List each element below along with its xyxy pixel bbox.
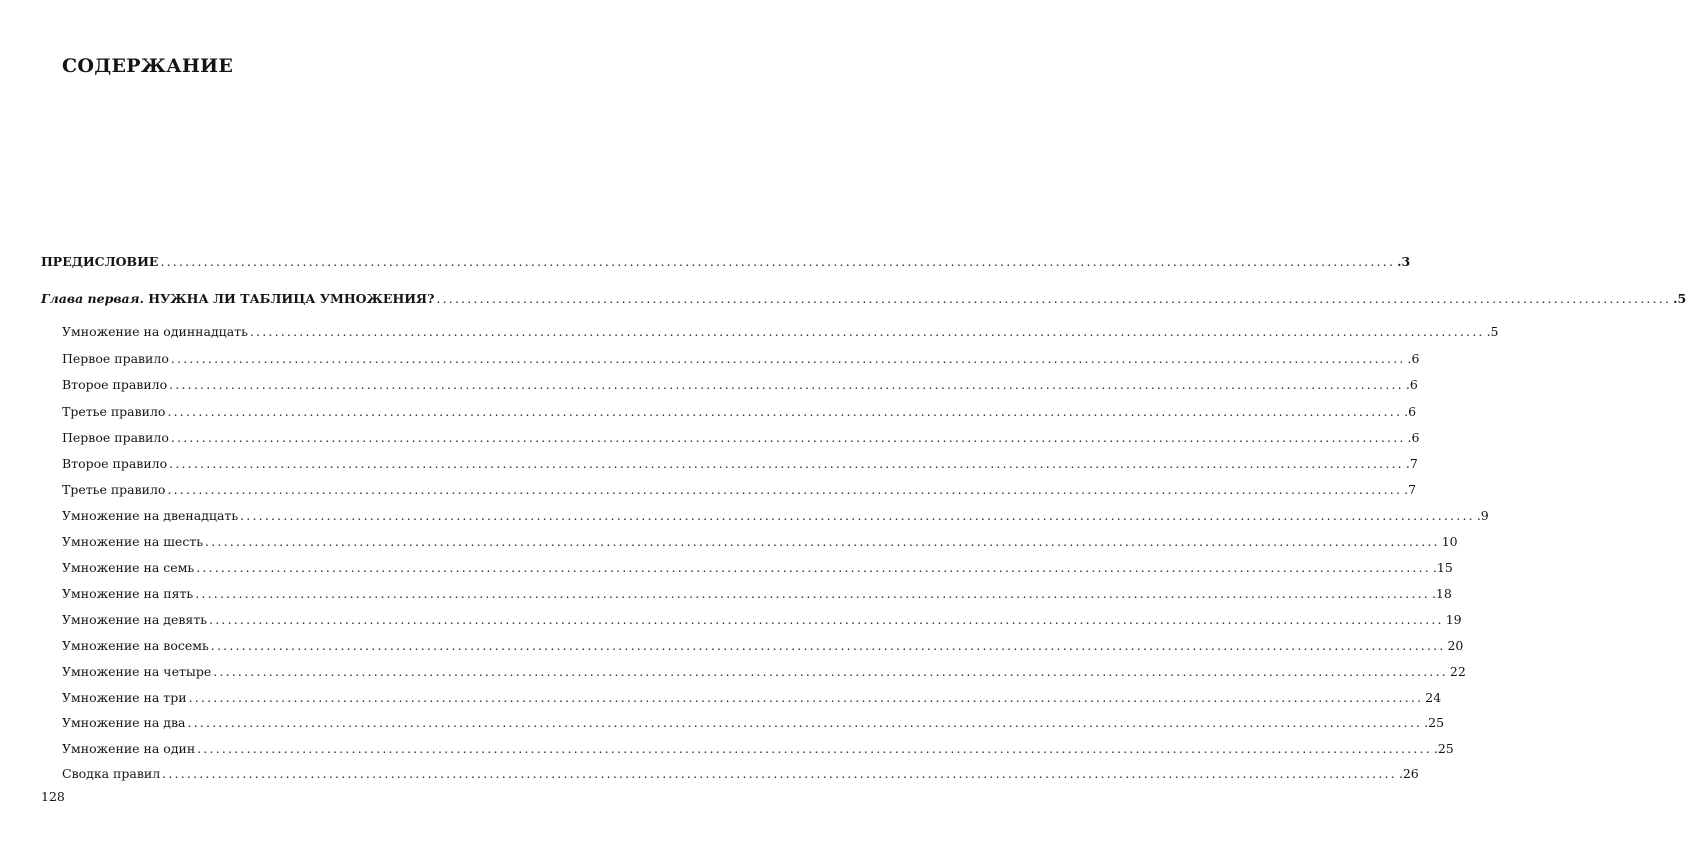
toc-entry[interactable] [62, 765, 1419, 783]
toc-entry-page: .3 [1397, 254, 1411, 269]
toc-entry[interactable] [62, 323, 1499, 341]
toc-entry-title: Умножение на два [62, 715, 186, 730]
toc-entry[interactable] [62, 507, 1489, 525]
toc-leader-dots: ........................................................................................................................................................................................................ [170, 351, 1406, 366]
toc-chapter-label: Глава первая [41, 291, 140, 306]
page-title: СОДЕРЖАНИЕ [62, 55, 234, 77]
toc-leader-dots: ........................................................................................................................................................................................................ [209, 612, 1444, 627]
toc-leader-dots: ........................................................................................................................................................................................................ [240, 508, 1475, 523]
toc-entry-title: Первое правило [62, 351, 169, 366]
toc-leader-dots: ........................................................................................................................................................................................................ [188, 690, 1424, 705]
toc-entry[interactable] [62, 429, 1420, 447]
toc-entry-title: Умножение на шесть [62, 534, 204, 549]
toc-entry-page: 22 [1449, 664, 1466, 679]
toc-entry[interactable] [62, 585, 1452, 603]
toc-entry[interactable] [62, 376, 1418, 394]
toc-leader-dots: ........................................................................................................................................................................................................ [249, 324, 1485, 339]
toc-leader-dots: ........................................................................................................................................................................................................ [170, 430, 1406, 445]
toc-entry-page: 24 [1425, 690, 1442, 705]
toc-entry-page: .7 [1404, 482, 1417, 497]
toc-entry[interactable] [62, 559, 1453, 577]
toc-entry-title: Умножение на пять [62, 586, 194, 601]
toc-entry[interactable] [62, 533, 1458, 551]
toc-entry[interactable] [62, 740, 1454, 758]
toc-leader-dots: ........................................................................................................................................................................................................ [160, 254, 1396, 269]
toc-entry-page: .15 [1432, 560, 1453, 575]
page-number: 128 [41, 789, 65, 804]
toc-entry[interactable] [62, 481, 1417, 499]
toc-leader-dots: ........................................................................................................................................................................................................ [169, 456, 1404, 471]
toc-leader-dots: ........................................................................................................................................................................................................ [197, 741, 1432, 756]
toc-entry-page: 20 [1447, 638, 1464, 653]
toc-entry-title [41, 290, 434, 308]
toc-entry-page: .25 [1424, 715, 1445, 730]
toc-entry-page: .26 [1398, 766, 1419, 781]
toc-entry[interactable] [62, 714, 1445, 732]
toc-entry-title: Умножение на одиннадцать [62, 324, 248, 339]
toc-leader-dots: ........................................................................................................................................................................................................ [436, 291, 1672, 306]
toc-leader-dots: ........................................................................................................................................................................................................ [196, 560, 1431, 575]
toc-leader-dots: ........................................................................................................................................................................................................ [169, 377, 1404, 392]
toc-entry[interactable] [62, 350, 1420, 368]
toc-entry-title: Третье правило [62, 404, 166, 419]
toc-entry-title: Умножение на девять [62, 612, 208, 627]
toc-entry-title: Умножение на двенадцать [62, 508, 239, 523]
toc-entry-title: Умножение на один [62, 741, 196, 756]
toc-entry[interactable] [62, 663, 1466, 681]
toc-entry[interactable] [62, 637, 1464, 655]
toc-entry-page: 10 [1441, 534, 1458, 549]
toc-entry-page: .7 [1405, 456, 1418, 471]
toc-entry-title: Второе правило [62, 377, 168, 392]
toc-entry-title: Умножение на четыре [62, 664, 212, 679]
toc-entry-title: Умножение на три [62, 690, 187, 705]
toc-entry[interactable] [41, 253, 1411, 271]
toc-entry-page: .9 [1476, 508, 1489, 523]
toc-entry-page: .6 [1407, 351, 1420, 366]
toc-leader-dots: ........................................................................................................................................................................................................ [210, 638, 1446, 653]
toc-entry-title: Первое правило [62, 430, 169, 445]
toc-entry-title: ПРЕДИСЛОВИЕ [41, 254, 159, 269]
toc-entry-page: .5 [1486, 324, 1499, 339]
toc-entry-page: .18 [1431, 586, 1452, 601]
toc-entry-title: Сводка правил [62, 766, 161, 781]
toc-entry[interactable] [62, 455, 1418, 473]
toc-entry-title: Третье правило [62, 482, 166, 497]
toc-entry-page: .6 [1407, 430, 1420, 445]
toc-entry-page: .25 [1433, 741, 1454, 756]
toc-leader-dots: ........................................................................................................................................................................................................ [167, 482, 1403, 497]
toc-entry[interactable] [62, 689, 1442, 707]
toc-chapter-title: . НУЖНА ЛИ ТАБЛИЦА УМНОЖЕНИЯ? [139, 291, 435, 306]
toc-leader-dots: ........................................................................................................................................................................................................ [195, 586, 1430, 601]
toc-leader-dots: ........................................................................................................................................................................................................ [205, 534, 1440, 549]
toc-entry[interactable] [62, 403, 1417, 421]
toc-entry-page: 19 [1445, 612, 1462, 627]
toc-leader-dots: ........................................................................................................................................................................................................ [213, 664, 1448, 679]
toc-entry[interactable] [62, 611, 1462, 629]
toc-entry-page: .6 [1404, 404, 1417, 419]
toc-leader-dots: ........................................................................................................................................................................................................ [162, 766, 1397, 781]
toc-leader-dots: ........................................................................................................................................................................................................ [187, 715, 1423, 730]
toc-entry[interactable] [41, 290, 1686, 308]
toc-entry-title: Умножение на семь [62, 560, 195, 575]
toc-entry-page: .5 [1673, 291, 1686, 306]
toc-leader-dots: ........................................................................................................................................................................................................ [167, 404, 1403, 419]
toc-entry-title: Второе правило [62, 456, 168, 471]
toc-entry-title: Умножение на восемь [62, 638, 209, 653]
toc-entry-page: .6 [1405, 377, 1418, 392]
